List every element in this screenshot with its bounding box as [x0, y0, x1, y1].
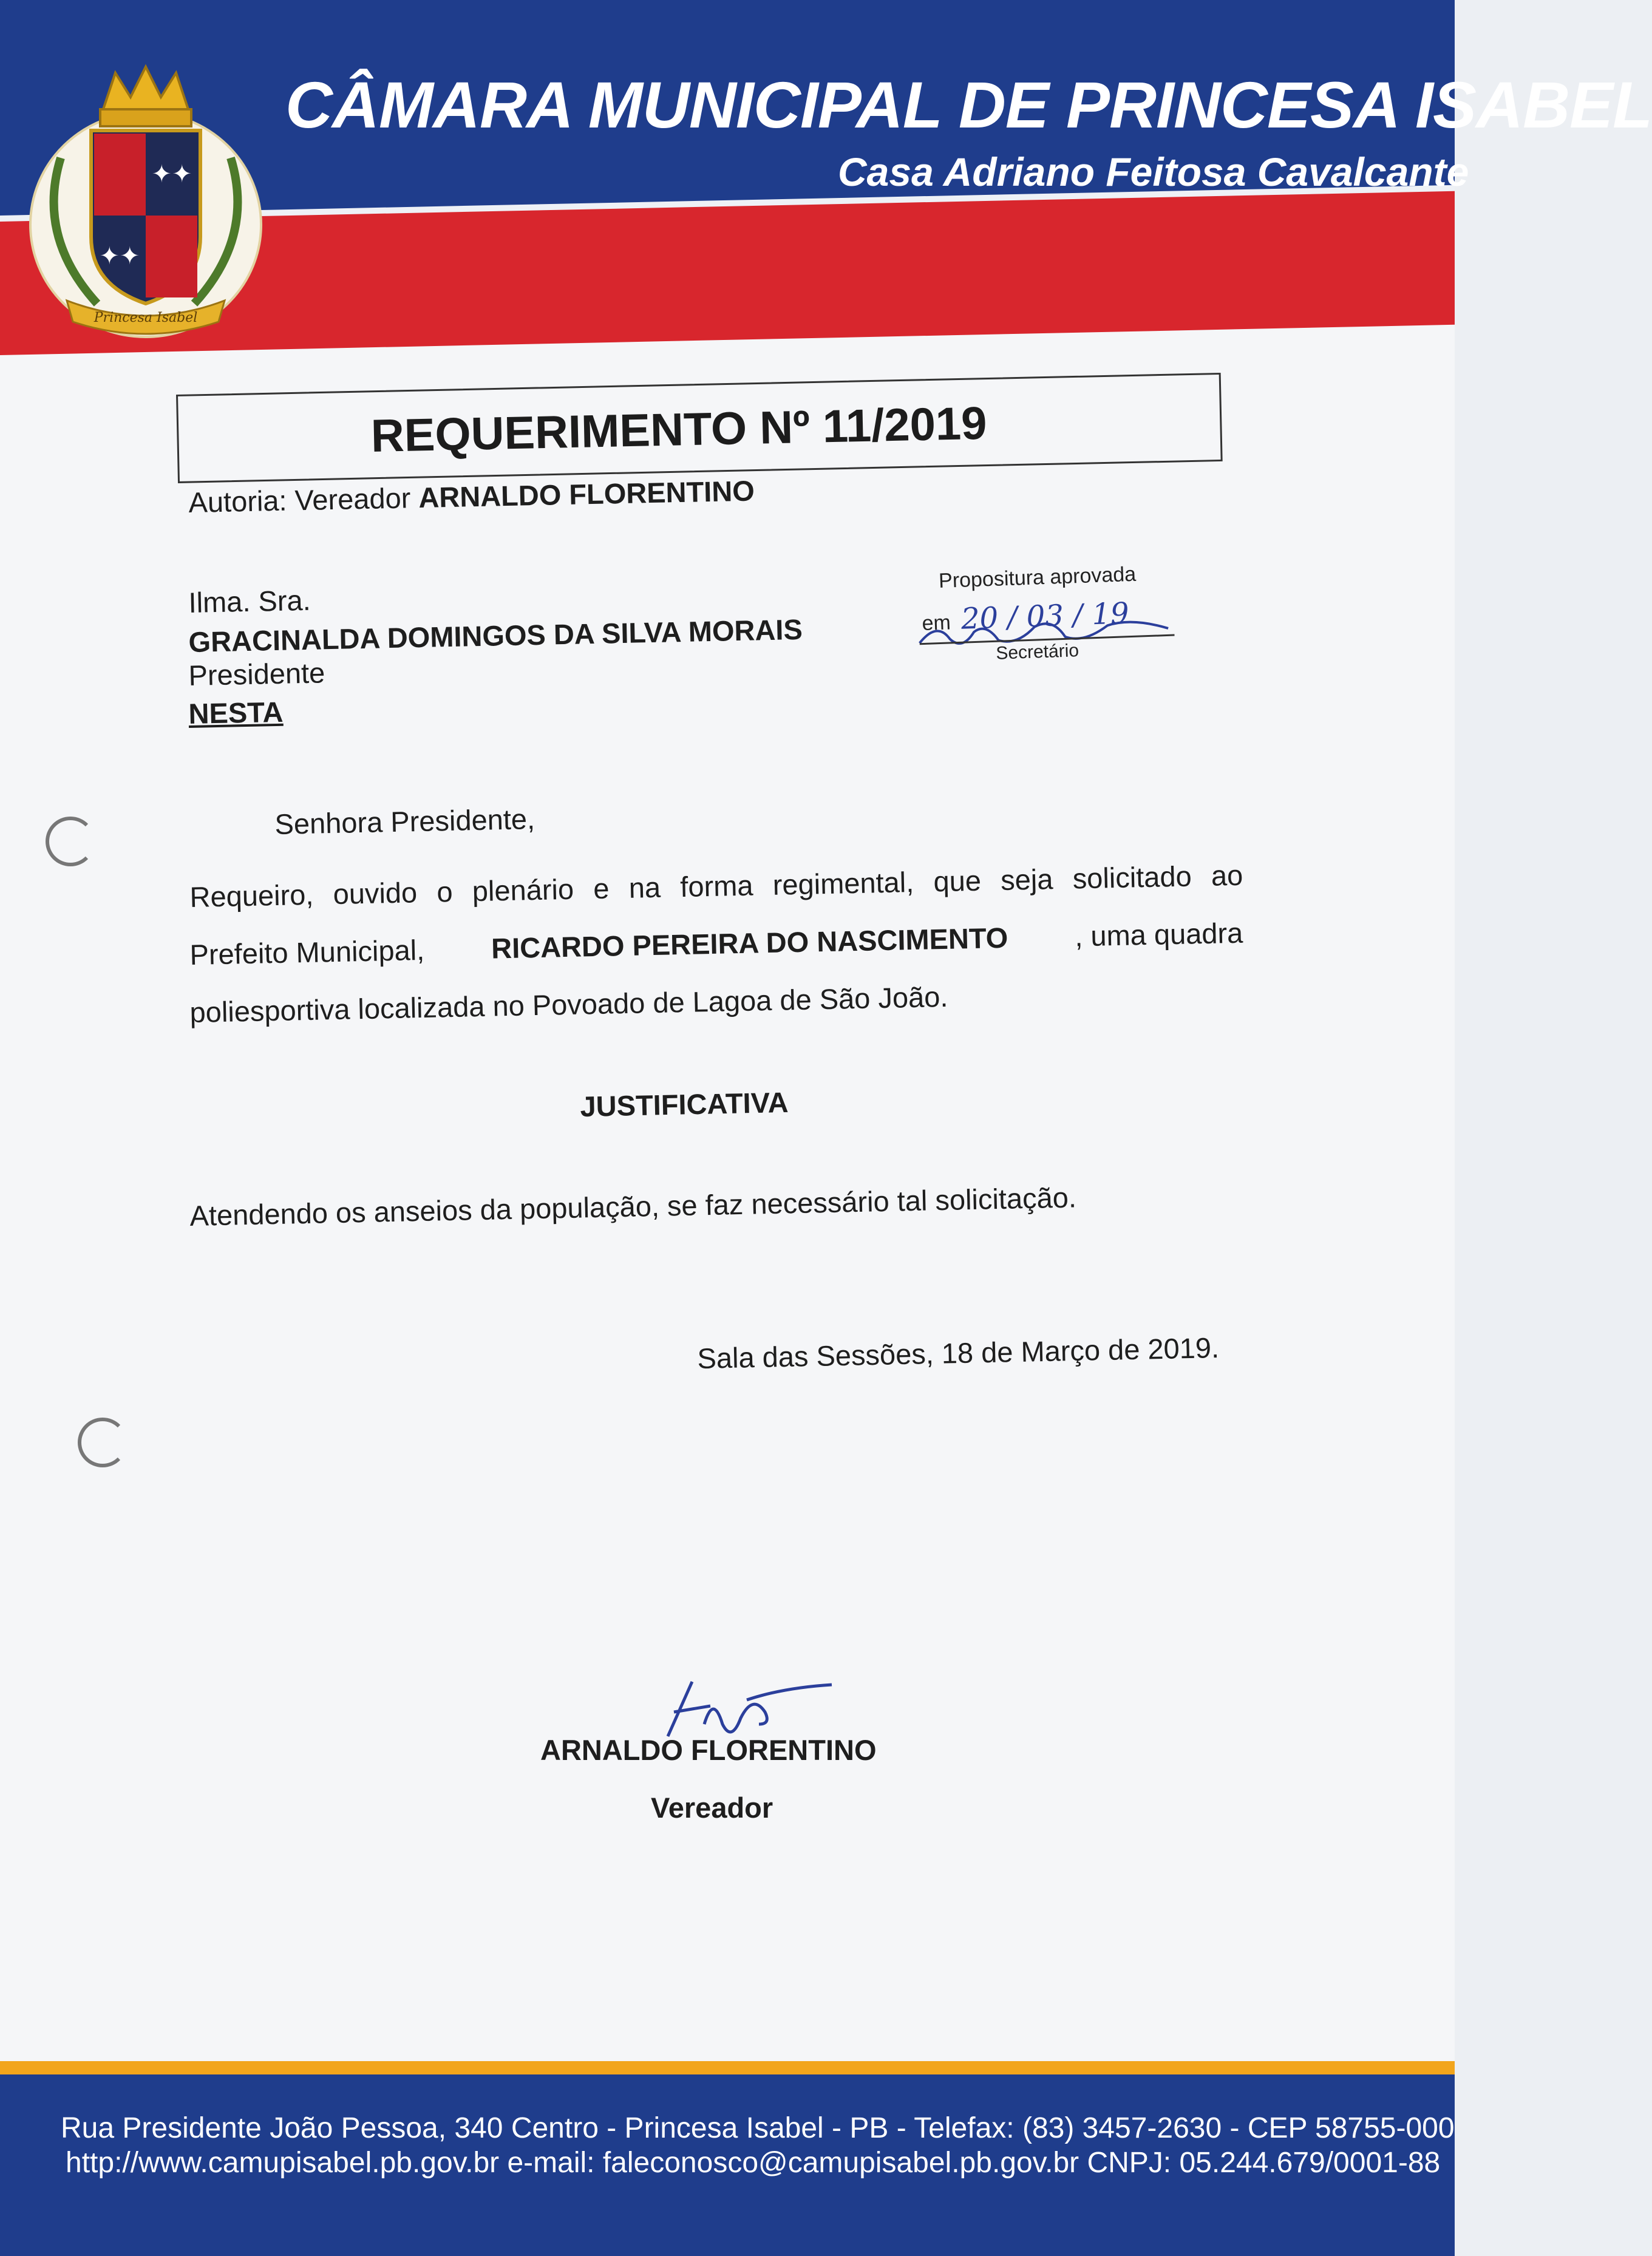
greeting: Senhora Presidente, [274, 803, 535, 840]
stamp-date: 20 / 03 / 19 [960, 596, 1130, 636]
stamp-label: Propositura aprovada [938, 562, 1137, 593]
svg-text:✦✦: ✦✦ [151, 160, 192, 188]
document-title: REQUERIMENTO Nº 11/2019 [370, 397, 988, 462]
stamp-prefix: em [921, 611, 951, 636]
recipient-location: NESTA [188, 695, 284, 730]
svg-text:Princesa Isabel: Princesa Isabel [93, 310, 198, 325]
salutation: Ilma. Sra. [188, 583, 311, 619]
footer-address: Rua Presidente João Pessoa, 340 Centro - Princesa Isabel - PB - Telefax: (83) 3457-2630 - CEP 58755-000 [61, 2112, 1455, 2144]
header-title: CÂMARA MUNICIPAL DE PRINCESA ISABEL [285, 68, 1652, 141]
author-prefix: Autoria: Vereador [188, 481, 411, 518]
paragraph-line-2 [189, 916, 1243, 971]
place-date: Sala das Sessões, 18 de Março de 2019. [697, 1331, 1220, 1374]
recipient-role: Presidente [188, 656, 325, 691]
header-subtitle: Casa Adriano Feitosa Cavalcante [838, 149, 1469, 194]
approval-stamp [905, 552, 1188, 671]
municipal-crest-icon [24, 55, 267, 340]
footer-contact: http://www.camupisabel.pb.gov.br e-mail: faleconosco@camupisabel.pb.gov.br CNPJ: 05.244.679/0001-88 [66, 2147, 1441, 2179]
paragraph-line-2-start: Prefeito Municipal, [189, 933, 425, 971]
justification-text: Atendendo os anseios da população, se faz necessário tal solicitação. [189, 1181, 1077, 1232]
handwritten-signature-icon [656, 1670, 838, 1742]
author-name: ARNALDO FLORENTINO [418, 474, 755, 514]
stamp-role: Secretário [995, 640, 1079, 664]
signer-role: Vereador [651, 1792, 773, 1824]
paragraph-line-1: Requeiro, ouvido o plenário e na forma regimental, que seja solicitado ao [189, 858, 1243, 913]
mayor-name: RICARDO PEREIRA DO NASCIMENTO [491, 921, 1008, 965]
punch-hole [78, 1418, 127, 1467]
paragraph-line-2-end: , uma quadra [1074, 916, 1243, 953]
recipient-name: GRACINALDA DOMINGOS DA SILVA MORAIS [188, 613, 803, 658]
justification-heading: JUSTIFICATIVA [580, 1086, 789, 1123]
punch-hole [46, 817, 95, 866]
signer-name: ARNALDO FLORENTINO [540, 1734, 877, 1766]
footer-stripe [0, 2061, 1455, 2074]
svg-text:✦✦: ✦✦ [99, 242, 140, 270]
paragraph-line-3: poliesportiva localizada no Povoado de Lagoa de São João. [189, 980, 948, 1028]
